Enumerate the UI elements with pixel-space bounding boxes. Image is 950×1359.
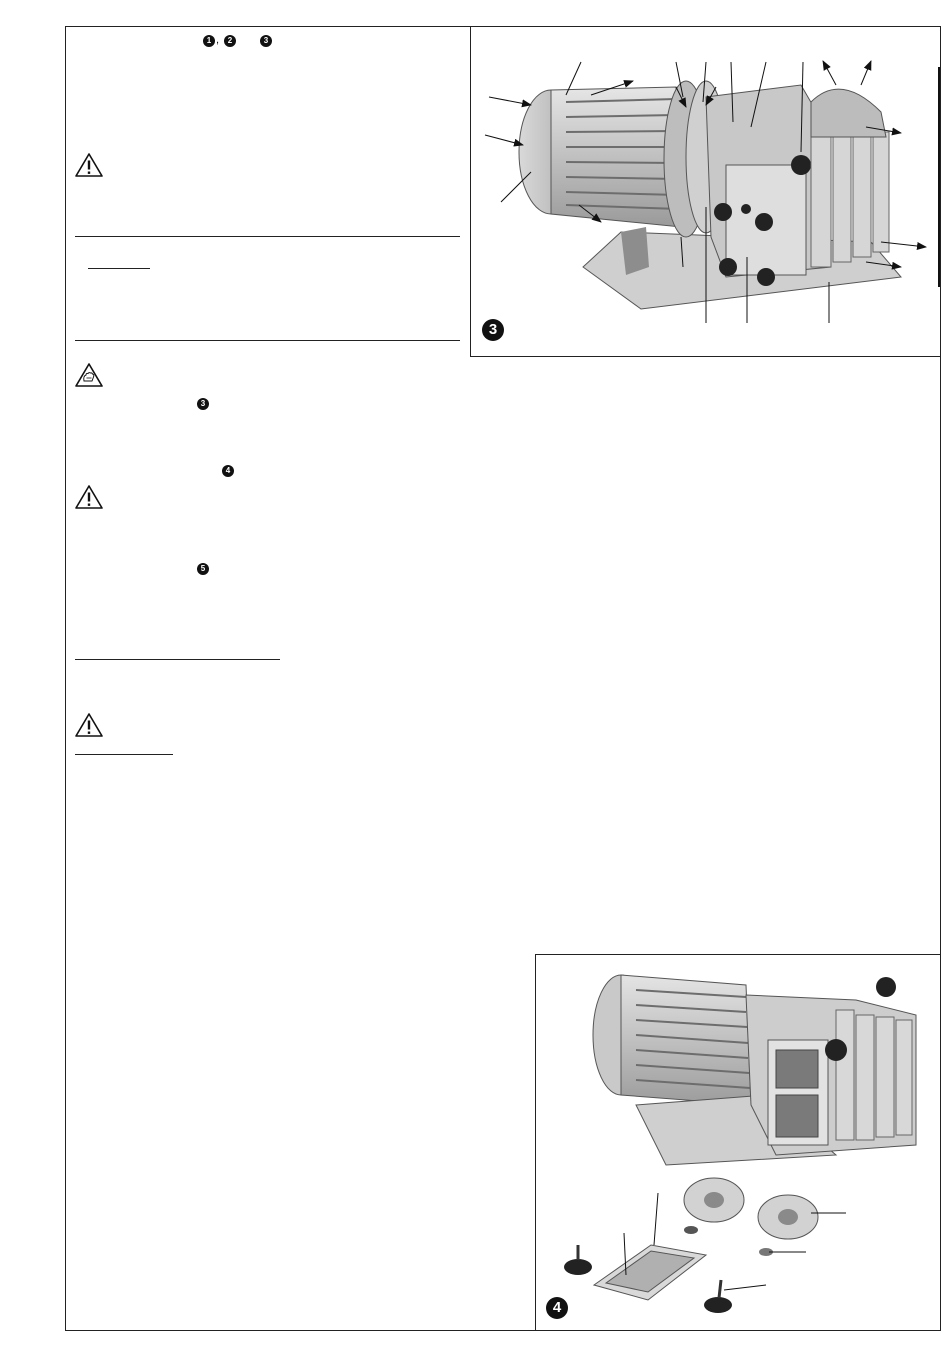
ref-badge-3b: 3 [197, 398, 209, 410]
warning-triangle-icon [74, 712, 104, 738]
ref-badge-5: 5 [197, 563, 209, 575]
section-divider [75, 236, 460, 237]
ref-badge-2: 2 [224, 35, 236, 47]
heading-underline [75, 754, 173, 755]
vacuum-pump-illustration [471, 27, 942, 358]
warning-triangle-icon [74, 484, 104, 510]
figure-4-panel [535, 954, 941, 1331]
figure-3-number: 3 [482, 319, 504, 341]
hot-surface-gloves-icon [74, 362, 104, 388]
warning-triangle-icon [74, 152, 104, 178]
ref-badge-1: 1 [203, 35, 215, 47]
ref-badge-3: 3 [260, 35, 272, 47]
figure-3-panel [470, 26, 941, 357]
heading-underline [75, 659, 280, 660]
filter-replacement-illustration [536, 955, 942, 1332]
ref-separator: , [216, 34, 220, 46]
heading-underline [88, 268, 150, 269]
section-divider [75, 340, 460, 341]
ref-badge-4: 4 [222, 465, 234, 477]
figure-4-number: 4 [546, 1297, 568, 1319]
